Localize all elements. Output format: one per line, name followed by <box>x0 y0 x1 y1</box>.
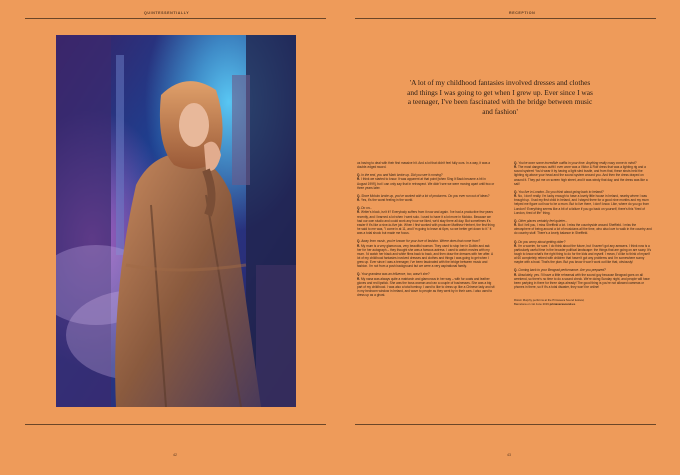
answer-text: R. My mum is a very glamorous, very beautiful woman. They used to stop her in Dublin and ask her for her autograph – they thought she was a famous actress. I used to watch movies with my mum. I'd watch her black and white films back to back, and then draw the dresses with her after. A lot of my childhood fantasies involved dresses and clothes and things I was going to get when I grew up. Ever since I was a teenager, I've been fascinated with the bridge between music and fashion. I'm not from a posh background but we were a very aspirational family. <box>357 243 493 269</box>
divider-top-right <box>355 18 656 19</box>
qa-block <box>357 239 495 268</box>
question-text: Q. Your grandma was an influence, too, wasn't she? <box>357 272 430 277</box>
qa-block <box>357 206 495 235</box>
section-header-left: QUINTESSENTIALLY <box>144 11 190 15</box>
question-text: Q. Since Moloko broke up, you've worked with a lot of producers. Do you ever run out of ideas? <box>357 193 490 198</box>
page-number-right: 43 <box>507 453 511 457</box>
question-text: Q. You've worn some incredible outfits in your time. Anything really crazy come to mind? <box>514 161 637 165</box>
pull-quote: 'A lot of my childhood fantasies involved dresses and clothes and things I was going to get when I grew up. Ever since I was a teenager, I've been fascinated with the bridge between music and fashion' <box>407 78 593 116</box>
qa-block <box>514 219 652 236</box>
divider-bottom-left <box>25 424 326 425</box>
question-text: Q. Do on... <box>357 206 373 211</box>
article-column-right <box>514 161 652 311</box>
answer-text: R. Yes, it's the worst feeling in the world. <box>357 198 414 203</box>
qa-block <box>514 190 652 215</box>
divider-bottom-right <box>355 424 656 425</box>
qa-block <box>357 272 495 297</box>
event-credit <box>514 299 652 306</box>
portrait-photo <box>56 35 296 407</box>
answer-text: R. No, I don't really. I'm lucky enough to have a lovely little house in Ireland, nearby where I was brought up. I had my first child in Ireland, and I stayed there for a good nine months and my mum helped me figure out how to be a mum. But to live there, I don't know. Like, where do you go from London? Everything seems like a bit of a failure if you go back on yourself, there's this "tired of London, tired of life" thing. <box>514 194 650 215</box>
credit-line: Barcelona on 1st June 2019 <box>514 301 549 306</box>
qa-block <box>514 161 652 186</box>
qa-block <box>357 173 495 190</box>
qa-block <box>514 240 652 265</box>
section-header-right: RECEPTION <box>509 11 536 15</box>
answer-text: R. My nana was always quite a matriarch and glamorous in her way – with fur coats and leather gloves and red lipstick. She was the boss woman and ran a couple of businesses. She was a big part of my childhood. I was also a total tomboy. I used to like to dress up like a Chinese lady and sit in my bedroom window in Ireland, and wave to people as they went by in their cars. I also used to dress up as a ghost. <box>357 276 495 298</box>
question-text: Q. You live in London. Do you think about going back to Ireland? <box>514 189 604 194</box>
credit-line: Róisín Murphy performs at the Primavera Sound festival, <box>514 298 585 303</box>
article-column-left <box>357 161 495 301</box>
paragraph <box>357 161 495 169</box>
qa-block <box>514 268 652 289</box>
question-text: Q. Do you worry about getting older? <box>514 239 566 244</box>
answer-text: R. But I tell you, I miss Sheffield a lot. I miss the countryside around Sheffield. I miss the atmosphere of being around a lot of musicians all the time, who also love to walk in the country and do country stuff. There's a lovely balance in Sheffield. <box>514 223 652 236</box>
answer-text: R. The most dangerous outfit I ever wore was a Viktor & Rolf dress that was a lighting rig and a sound system! You'd wear it by having a light sled bustle, and from that, these struts held the lighting rig above your head and the sound system around you. And then the dress draped on around it. They put me on screen high street, and it was windy that day, and the dress was like a sail! <box>514 165 648 186</box>
divider-top-left <box>25 18 326 19</box>
page-number-left: 42 <box>173 453 177 457</box>
question-text: Q. Coming back to your Beograd performance. Are you prepared? <box>514 268 606 273</box>
answer-text: R. I think we started to know. It was apparent at that point [when Sing It Back became a hit in August 1999], but I can only say that in retrospect. We didn't see we were moving apart until two or three years later. <box>357 177 495 190</box>
question-text: Q. In the end, you and Mark broke up. Did you see it coming? <box>357 173 443 178</box>
answer-text: us having to deal with their first massive hit. And a lot that didn't feel fully ours. In a way, it was a double-edged sword. <box>357 161 491 170</box>
answer-text: R. I'm a worrier, for sure. I do think about the future, but I haven't got any answers. I think now is a particularly useful time in the broader political landscape: the things that are going on are scary. It's tough to know what's the right thing to do for the kids and myself. I mean, I'd like to think of myself at 60 completely retired with children that haven't got any problems and I'm somewhere sunny maybe with a boat. That's the plan. But you know it won't work out like that, obviously! <box>514 243 652 265</box>
portrait-photo-illustration <box>56 35 296 407</box>
question-text: Q. Other places certainly feel quieter... <box>514 218 568 223</box>
answer-text: R. Writer's block, isn't it? Everybody suffers from it now and again. I've had a productive few years recently, and I learned a lot when I went solo. I used to have it a lot more in Moloko. Because we had our own studio and could work any hour we liked, we'd stay there all day. But sometimes it's easier if it's like a nine-to-five job. When I first worked with producer Matthew Herbert, the first thing he said to me was, "I come in at 11, and I'm going to leave at 6pm, so we better get down to it." It was a total shock but made me focus. <box>357 210 495 236</box>
qa-block <box>357 194 495 202</box>
question-text: Q. Away from music, you're known for your love of fashion. Where does that come from? <box>357 239 481 244</box>
credit-link[interactable]: primaverasound.es <box>549 301 576 306</box>
answer-text: R. Absolutely, yes. I'll have a little rehearsal with the sound guy because Beograd goes on all weekend, so there's no time to do a sound check. We're doing Sunday night, and people will have been partying in there for three days already! The good thing is you're not allowed cameras or phones in there, so if it's a total disaster, they won't be online! <box>514 272 650 290</box>
